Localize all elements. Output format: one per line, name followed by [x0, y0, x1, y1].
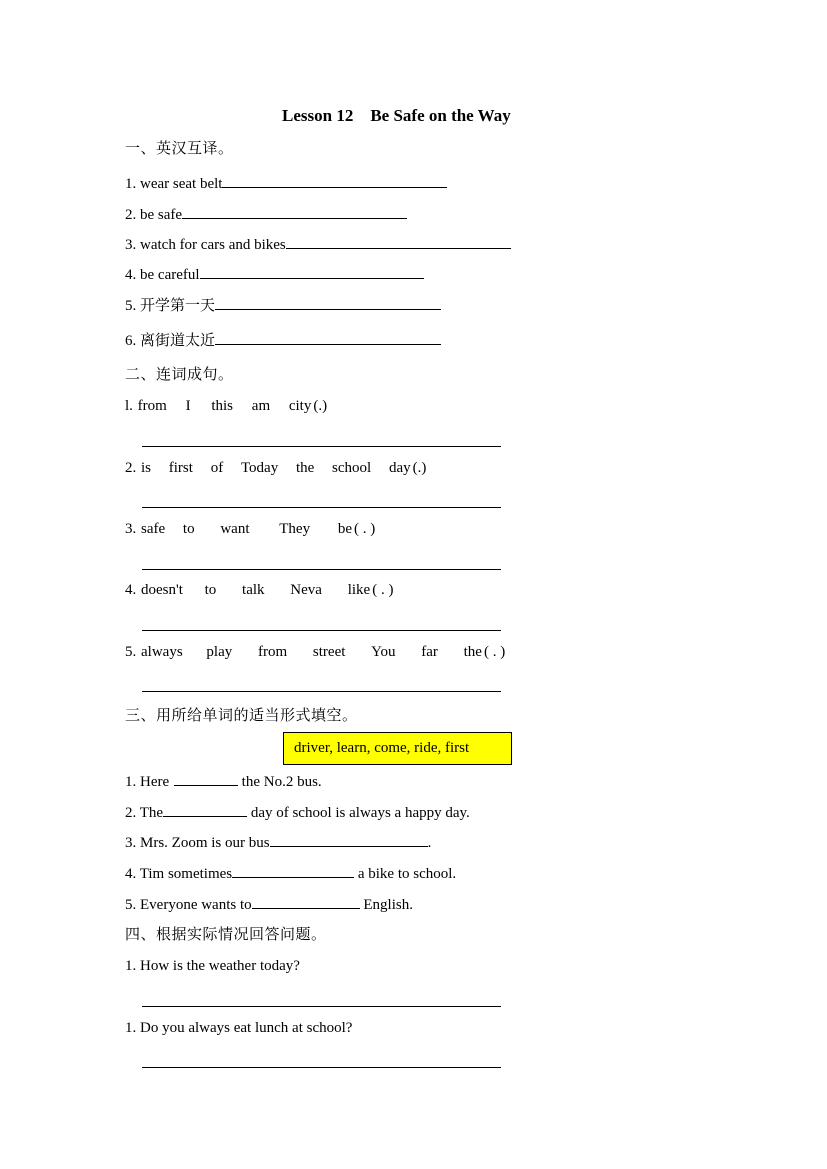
word: the: [295, 460, 315, 476]
word: this: [211, 398, 234, 414]
item-number: 2.: [125, 460, 137, 476]
item-number: 4.: [125, 582, 137, 598]
word: of: [210, 460, 224, 476]
word: talk: [242, 582, 265, 598]
word: You: [371, 644, 396, 660]
section-3-heading: 三、用所给单词的适当形式填空。: [125, 708, 358, 724]
translate-item-4: [125, 263, 424, 284]
item-number: 3.: [125, 521, 137, 537]
fill-item-1: [125, 770, 322, 791]
word: day: [388, 460, 411, 476]
answer-line[interactable]: [142, 630, 501, 631]
question-2: 1. Do you always eat lunch at school?: [125, 1020, 353, 1036]
word: doesn't: [141, 582, 183, 598]
translate-item-6-text: 6. 离街道太近: [125, 333, 216, 349]
answer-blank[interactable]: [215, 329, 441, 345]
fill-blank[interactable]: [232, 862, 354, 878]
word: want: [220, 521, 250, 537]
punctuation: ( . ): [483, 644, 506, 660]
punctuation: ( . ): [354, 521, 376, 537]
word: city: [288, 398, 312, 414]
translate-item-1-text: 1. wear seat belt: [125, 176, 223, 192]
punctuation: ( . ): [372, 582, 394, 598]
word: Today: [240, 460, 279, 476]
section-2-heading: 二、连词成句。: [125, 367, 234, 383]
translate-item-2-text: 2. be safe: [125, 207, 183, 223]
answer-blank[interactable]: [222, 172, 447, 188]
word: school: [332, 460, 372, 476]
punctuation: (.): [412, 460, 427, 476]
word: be: [337, 521, 352, 537]
word: street: [312, 644, 346, 660]
fill-item-5-after: English.: [363, 897, 413, 913]
word: far: [421, 644, 438, 660]
scramble-item-4: [125, 582, 393, 599]
answer-blank[interactable]: [182, 203, 407, 219]
word: first: [168, 460, 193, 476]
fill-blank[interactable]: [270, 831, 428, 847]
section-4-heading: 四、根据实际情况回答问题。: [125, 927, 327, 943]
word: like: [347, 582, 371, 598]
word: the: [463, 644, 482, 660]
word: always: [141, 644, 183, 660]
fill-item-2: [125, 801, 470, 822]
punctuation: (.): [313, 398, 328, 414]
translate-item-6: [125, 329, 441, 350]
word: Neva: [290, 582, 322, 598]
word-bank-box: driver, learn, come, ride, first: [283, 732, 512, 765]
fill-blank[interactable]: [174, 770, 238, 786]
answer-line[interactable]: [142, 1006, 501, 1007]
translate-item-3: [125, 233, 511, 254]
fill-item-2-before: 2. The: [125, 805, 164, 821]
translate-item-5: [125, 294, 441, 315]
word: is: [141, 460, 152, 476]
question-1: 1. How is the weather today?: [125, 958, 300, 974]
word: safe: [141, 521, 166, 537]
scramble-item-1: [125, 398, 327, 415]
fill-item-4: [125, 862, 456, 883]
translate-item-1: [125, 172, 447, 193]
answer-line[interactable]: [142, 691, 501, 692]
answer-line[interactable]: [142, 446, 501, 447]
fill-item-3-after: .: [427, 835, 432, 851]
answer-blank[interactable]: [200, 263, 424, 279]
answer-blank[interactable]: [286, 233, 511, 249]
word: I: [185, 398, 191, 414]
answer-line[interactable]: [142, 569, 501, 570]
fill-item-4-before: 4. Tim sometimes: [125, 866, 233, 882]
fill-item-2-after: day of school is always a happy day.: [250, 805, 470, 821]
word: to: [204, 582, 217, 598]
page-title: Lesson 12 Be Safe on the Way: [282, 106, 511, 125]
word: to: [182, 521, 195, 537]
word: play: [206, 644, 233, 660]
word: from: [137, 398, 167, 414]
word: am: [251, 398, 271, 414]
fill-item-3-before: 3. Mrs. Zoom is our bus: [125, 835, 270, 851]
word: from: [257, 644, 288, 660]
translate-item-5-text: 5. 开学第一天: [125, 298, 216, 314]
answer-blank[interactable]: [215, 294, 441, 310]
translate-item-2: [125, 203, 407, 224]
fill-blank[interactable]: [163, 801, 247, 817]
item-number: 5.: [125, 644, 137, 660]
fill-item-5: [125, 893, 413, 914]
translate-item-3-text: 3. watch for cars and bikes: [125, 237, 286, 253]
fill-item-4-after: a bike to school.: [357, 866, 457, 882]
item-number: l.: [125, 398, 133, 414]
translate-item-4-text: 4. be careful: [125, 267, 200, 283]
fill-item-3: [125, 831, 431, 852]
answer-line[interactable]: [142, 1067, 501, 1068]
fill-blank[interactable]: [252, 893, 360, 909]
fill-item-1-before: 1. Here: [125, 774, 170, 790]
word: They: [279, 521, 311, 537]
scramble-item-2: [125, 460, 426, 477]
answer-line[interactable]: [142, 507, 501, 508]
fill-item-1-after: the No.2 bus.: [241, 774, 322, 790]
scramble-item-3: [125, 521, 375, 538]
section-1-heading: 一、英汉互译。: [125, 141, 234, 157]
scramble-item-5: [125, 644, 505, 661]
fill-item-5-before: 5. Everyone wants to: [125, 897, 252, 913]
